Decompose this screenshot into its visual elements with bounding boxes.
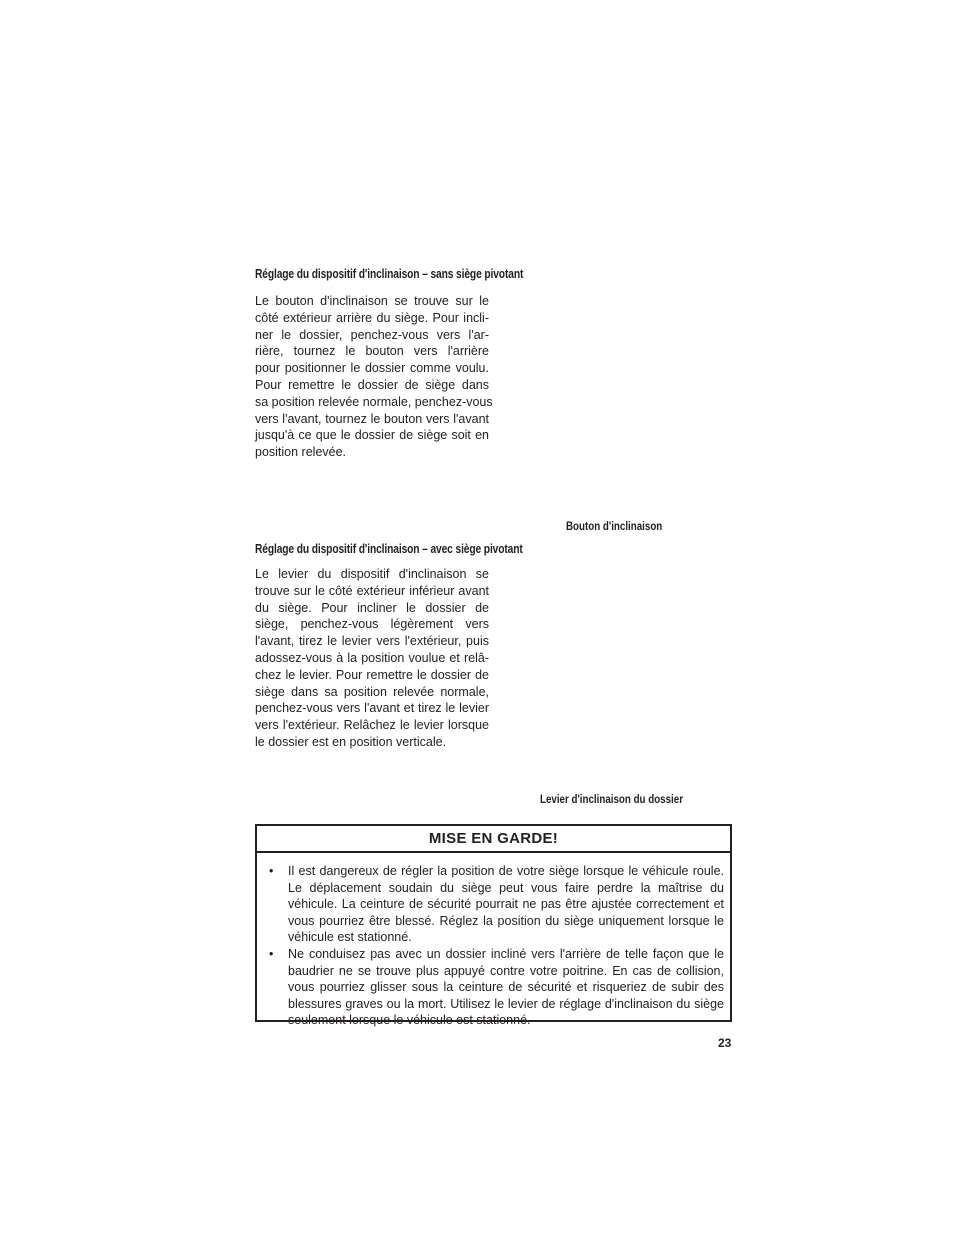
body-line: sa position relevée normale, penchez-vous [255,394,493,409]
body-line: jusqu'à ce que le dossier de siège soit en [255,428,489,443]
warning-item-text: Il est dangereux de régler la position de votre siège lorsque le véhicule roule. Le déplacement soudain du siège peut vous faire perdre la maîtrise du véhicule. La ceinture de sécurité pourrait ne pas être ajustée correctement et vous pourriez être blessé. Réglez la position du siège uniquement lorsque le véhicule est stationné. [288,864,724,945]
body-line: vers l'avant, tournez le bouton vers l'avant [255,411,489,426]
warning-box [255,824,732,1028]
warning-list [257,853,730,1029]
body-line: Le levier du dispositif d'inclinaison se [255,567,489,581]
figure-caption-recline-knob: Bouton d'inclinaison [566,521,663,533]
warning-item-text: Ne conduisez pas avec un dossier incliné vers l'arrière de telle façon que le baudrier ne se trouve plus appuyé contre votre poitrine. En cas de collision, vous pourriez glisser sous la ceinture de sécurité et risqueriez de subir des blessures graves ou la mort. Utilisez le levier de réglage d'inclinaison du siège seulement lorsque le véhicule est stationné. [288,946,724,1028]
body-line: pour positionner le dossier comme voulu. [255,361,489,376]
section-heading-without-swivel: Réglage du dispositif d'inclinaison – sans siège pivotant [255,267,524,281]
body-line: ner le dossier, penchez-vous vers l'ar- [255,327,489,342]
body-line: Le bouton d'inclinaison se trouve sur le [255,294,489,308]
warning-item [265,946,724,1029]
page-number: 23 [718,1036,732,1050]
body-line: côté extérieur arrière du siège. Pour incli- [255,310,489,325]
body-line: adossez-vous à la position voulue et relâ- [255,650,489,665]
warning-item [265,863,724,946]
body-line: l'avant, tirez le levier vers l'extérieur, puis [255,634,489,649]
section-heading-with-swivel: Réglage du dispositif d'inclinaison – avec siège pivotant [255,542,523,556]
figure-caption-recline-lever: Levier d'inclinaison du dossier [540,794,684,806]
body-line: vers l'extérieur. Relâchez le levier lorsque [255,718,489,733]
body-line: penchez-vous vers l'avant et tirez le levier [255,701,489,716]
body-line: Pour remettre le dossier de siège dans [255,377,489,392]
bullet-icon: • [269,864,274,878]
body-line: chez le levier. Pour remettre le dossier de [255,667,489,682]
body-line: trouve sur le côté extérieur inférieur avant [255,583,489,598]
bullet-icon: • [269,946,274,961]
section-body-without-swivel [255,293,493,461]
section-body-with-swivel [255,566,489,751]
body-line: siège, penchez-vous légèrement vers [255,617,489,632]
warning-title: MISE EN GARDE! [257,826,730,853]
body-line: rière, tournez le bouton vers l'arrière [255,344,489,359]
body-line: position relevée. [255,445,347,460]
body-line: siège dans sa position relevée normale, [255,684,489,699]
body-line: du siège. Pour incliner le dossier de [255,600,489,615]
body-line: le dossier est en position verticale. [255,734,447,749]
